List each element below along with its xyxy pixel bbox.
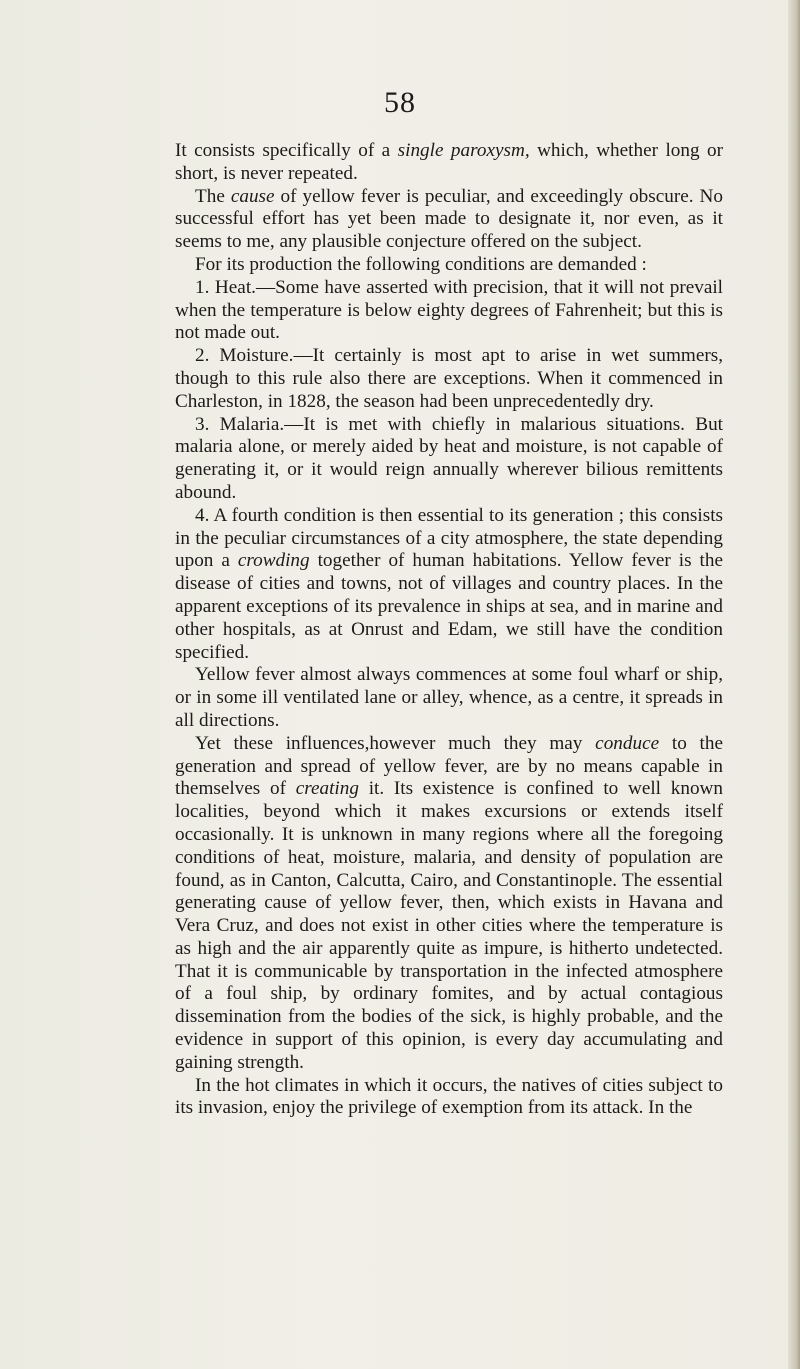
page-number: 58 — [384, 86, 416, 119]
emphasis-conduce: conduce — [595, 732, 660, 754]
paragraph-moisture: 2. Moisture.—It certainly is most apt to arise in wet summers, though to this rule also there are exceptions. When it commenced in Charleston, in 1828, the season had been unprecedentedly dry. — [175, 345, 723, 412]
paragraph-heat: 1. Heat.—Some have asserted with precision, that it will not prevail when the temperature is below eighty degrees of Fahrenheit; but this is not made out. — [175, 276, 723, 344]
emphasis-crowding: crowding — [237, 550, 310, 572]
page-edge-shadow — [788, 0, 800, 1369]
paragraph-10: In the hot climates in which it occurs, the natives of cities subject to its invasion, enjoy the privilege of exemption from its attack. In the — [175, 1074, 723, 1119]
emphasis-single-paroxysm: single paroxysm, — [397, 140, 530, 161]
emphasis-creating: creating — [295, 778, 359, 800]
paragraph-malaria: 3. Malaria.—It is met with chiefly in malarious situations. But malaria alone, or merely aided by heat and moisture, is not capable of generating it, or it would reign annually wherever bilious remittents abound. — [175, 413, 723, 503]
paragraph-1: It consists specifically of a single paroxysm, which, whether long or short, is never repeated. — [175, 140, 723, 184]
paragraph-fourth-condition: 4. A fourth condition is then essential to its generation ; this consists in the peculiar circumstances of a city atmosphere, the state depending upon a crowding together of human habitations. Yellow fever is the disease of cities and towns, not of villages and country places. In the apparent exceptions of its prevalence in ships at sea, and in marine and other hospitals, as at Onrust and Edam, we still have the condition specified. — [175, 504, 723, 663]
paragraph-2: The cause of yellow fever is peculiar, and exceedingly obscure. No successful effort has yet been made to designate it, nor even, as it seems to me, any plausible conjecture offered on the subject. — [175, 185, 723, 253]
body-text — [175, 140, 723, 1120]
paragraph-3: For its production the following conditions are demanded : — [195, 253, 647, 275]
paragraph-9: Yet these influences,however much they may conduce to the generation and spread of yellow fever, are by no means capable in themselves of creating it. Its existence is confined to well known localities, beyond which it makes excursions or extends itself occasionally. It is unknown in many regions where all the foregoing conditions of heat, moisture, malaria, and density of population are found, as in Canton, Calcutta, Cairo, and Constantinople. The essential generating cause of yellow fever, then, which exists in Havana and Vera Cruz, and does not exist in other cities where the temperature is as high and the air apparently quite as impure, is hitherto undetected. That it is communicable by transportation in the infected atmosphere of a foul ship, by ordinary fomites, and by actual contagious dissemination from the bodies of the sick, is highly probable, and the evidence in support of this opinion, is every day accumulating and gaining strength. — [175, 732, 723, 1073]
emphasis-cause: cause — [230, 185, 275, 207]
paragraph-8: Yellow fever almost always commences at some foul wharf or ship, or in some ill ventilated lane or alley, whence, as a centre, it spreads in all directions. — [175, 664, 723, 731]
